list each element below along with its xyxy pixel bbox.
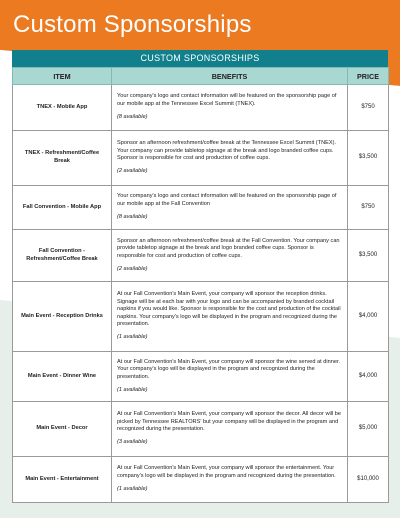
table-row <box>13 457 389 503</box>
benefit-text: Your company's logo and contact information will be featured on the sponsorship page of our mobile app at the Tennessee Excel Summit (TNEX). <box>117 93 337 107</box>
benefit-text: At our Fall Convention's Main Event, your company will sponsor the decor. All decor will be picked by Tennessee REALTORS' but your company will be displayed in the program and recognized during the presentation. <box>117 411 341 432</box>
benefit-text: Sponsor an afternoon refreshment/coffee break at the Fall Convention. Your company can provide tabletop signage at the break and logo branded coffee cups. Sponsor is responsible for cost and production of coffee cups. <box>117 237 340 259</box>
table-header-row <box>13 68 389 85</box>
price-cell: $5,000 <box>348 402 389 457</box>
benefit-text: At our Fall Convention's Main Event, your company will sponsor the wine served at dinner. Your company's logo will be displayed in the program and recognized during the presentation. <box>117 358 341 380</box>
availability-text: (8 available) <box>117 214 148 221</box>
price-cell: $4,000 <box>348 282 389 352</box>
availability-text: (1 available) <box>117 486 148 493</box>
table-row <box>13 131 389 186</box>
item-cell: Fall Convention - Refreshment/Coffee Break <box>13 230 112 282</box>
table-row <box>13 282 389 352</box>
item-cell: Main Event - Entertainment <box>13 457 112 503</box>
item-cell: Fall Convention - Mobile App <box>13 186 112 230</box>
item-cell: Main Event - Reception Drinks <box>13 282 112 352</box>
benefit-text: At our Fall Convention's Main Event, your company will sponsor the entertainment. Your company's logo will be displayed in the program and recognized during the presentation. <box>117 465 336 479</box>
benefit-cell <box>112 131 348 186</box>
table-title: CUSTOM SPONSORSHIPS <box>12 50 388 67</box>
item-cell: Main Event - Dinner Wine <box>13 352 112 402</box>
availability-text: (1 available) <box>117 386 148 393</box>
availability-text: (2 available) <box>117 168 148 175</box>
sponsorship-table <box>12 67 389 503</box>
benefit-cell <box>112 186 348 230</box>
price-cell: $750 <box>348 186 389 230</box>
page-title: Custom Sponsorships <box>13 11 252 38</box>
benefit-cell <box>112 230 348 282</box>
table-row <box>13 186 389 230</box>
availability-text: (1 available) <box>117 334 148 341</box>
benefit-cell <box>112 402 348 457</box>
price-cell: $750 <box>348 85 389 131</box>
benefit-cell <box>112 352 348 402</box>
column-header-item: ITEM <box>13 68 112 85</box>
item-cell: TNEX - Refreshment/Coffee Break <box>13 131 112 186</box>
availability-text: (8 available) <box>117 114 148 121</box>
benefit-text: At our Fall Convention's Main Event, your company will sponsor the reception drinks. Signage will be at each bar with your logo and can be accompanied by branded cocktail napkins if you would like. Sponsor is responsible for the cost and production of the cocktail napkins. Your company's logo will be displayed in the program and recognized during the presentation. <box>117 291 341 327</box>
table-row <box>13 402 389 457</box>
benefit-cell <box>112 282 348 352</box>
benefit-text: Your company's logo and contact information will be featured on the sponsorship page of our mobile app at the Fall Convention <box>117 193 337 207</box>
price-cell: $10,000 <box>348 457 389 503</box>
table-row <box>13 230 389 282</box>
item-cell: Main Event - Decor <box>13 402 112 457</box>
sponsorship-table-container <box>12 50 388 503</box>
table-row <box>13 85 389 131</box>
price-cell: $4,000 <box>348 352 389 402</box>
table-row <box>13 352 389 402</box>
column-header-benefits: BENEFITS <box>112 68 348 85</box>
price-cell: $3,500 <box>348 230 389 282</box>
benefit-cell <box>112 457 348 503</box>
availability-text: (2 available) <box>117 265 148 272</box>
item-cell: TNEX - Mobile App <box>13 85 112 131</box>
column-header-price: PRICE <box>348 68 389 85</box>
price-cell: $3,500 <box>348 131 389 186</box>
benefit-cell <box>112 85 348 131</box>
benefit-text: Sponsor an afternoon refreshment/coffee break at the Tennessee Excel Summit (TNEX). Your company can provide tabletop signage at the break and logo branded coffee cups. Sponsor is responsible for cost and production of coffee cups. <box>117 140 336 161</box>
availability-text: (3 available) <box>117 439 148 446</box>
